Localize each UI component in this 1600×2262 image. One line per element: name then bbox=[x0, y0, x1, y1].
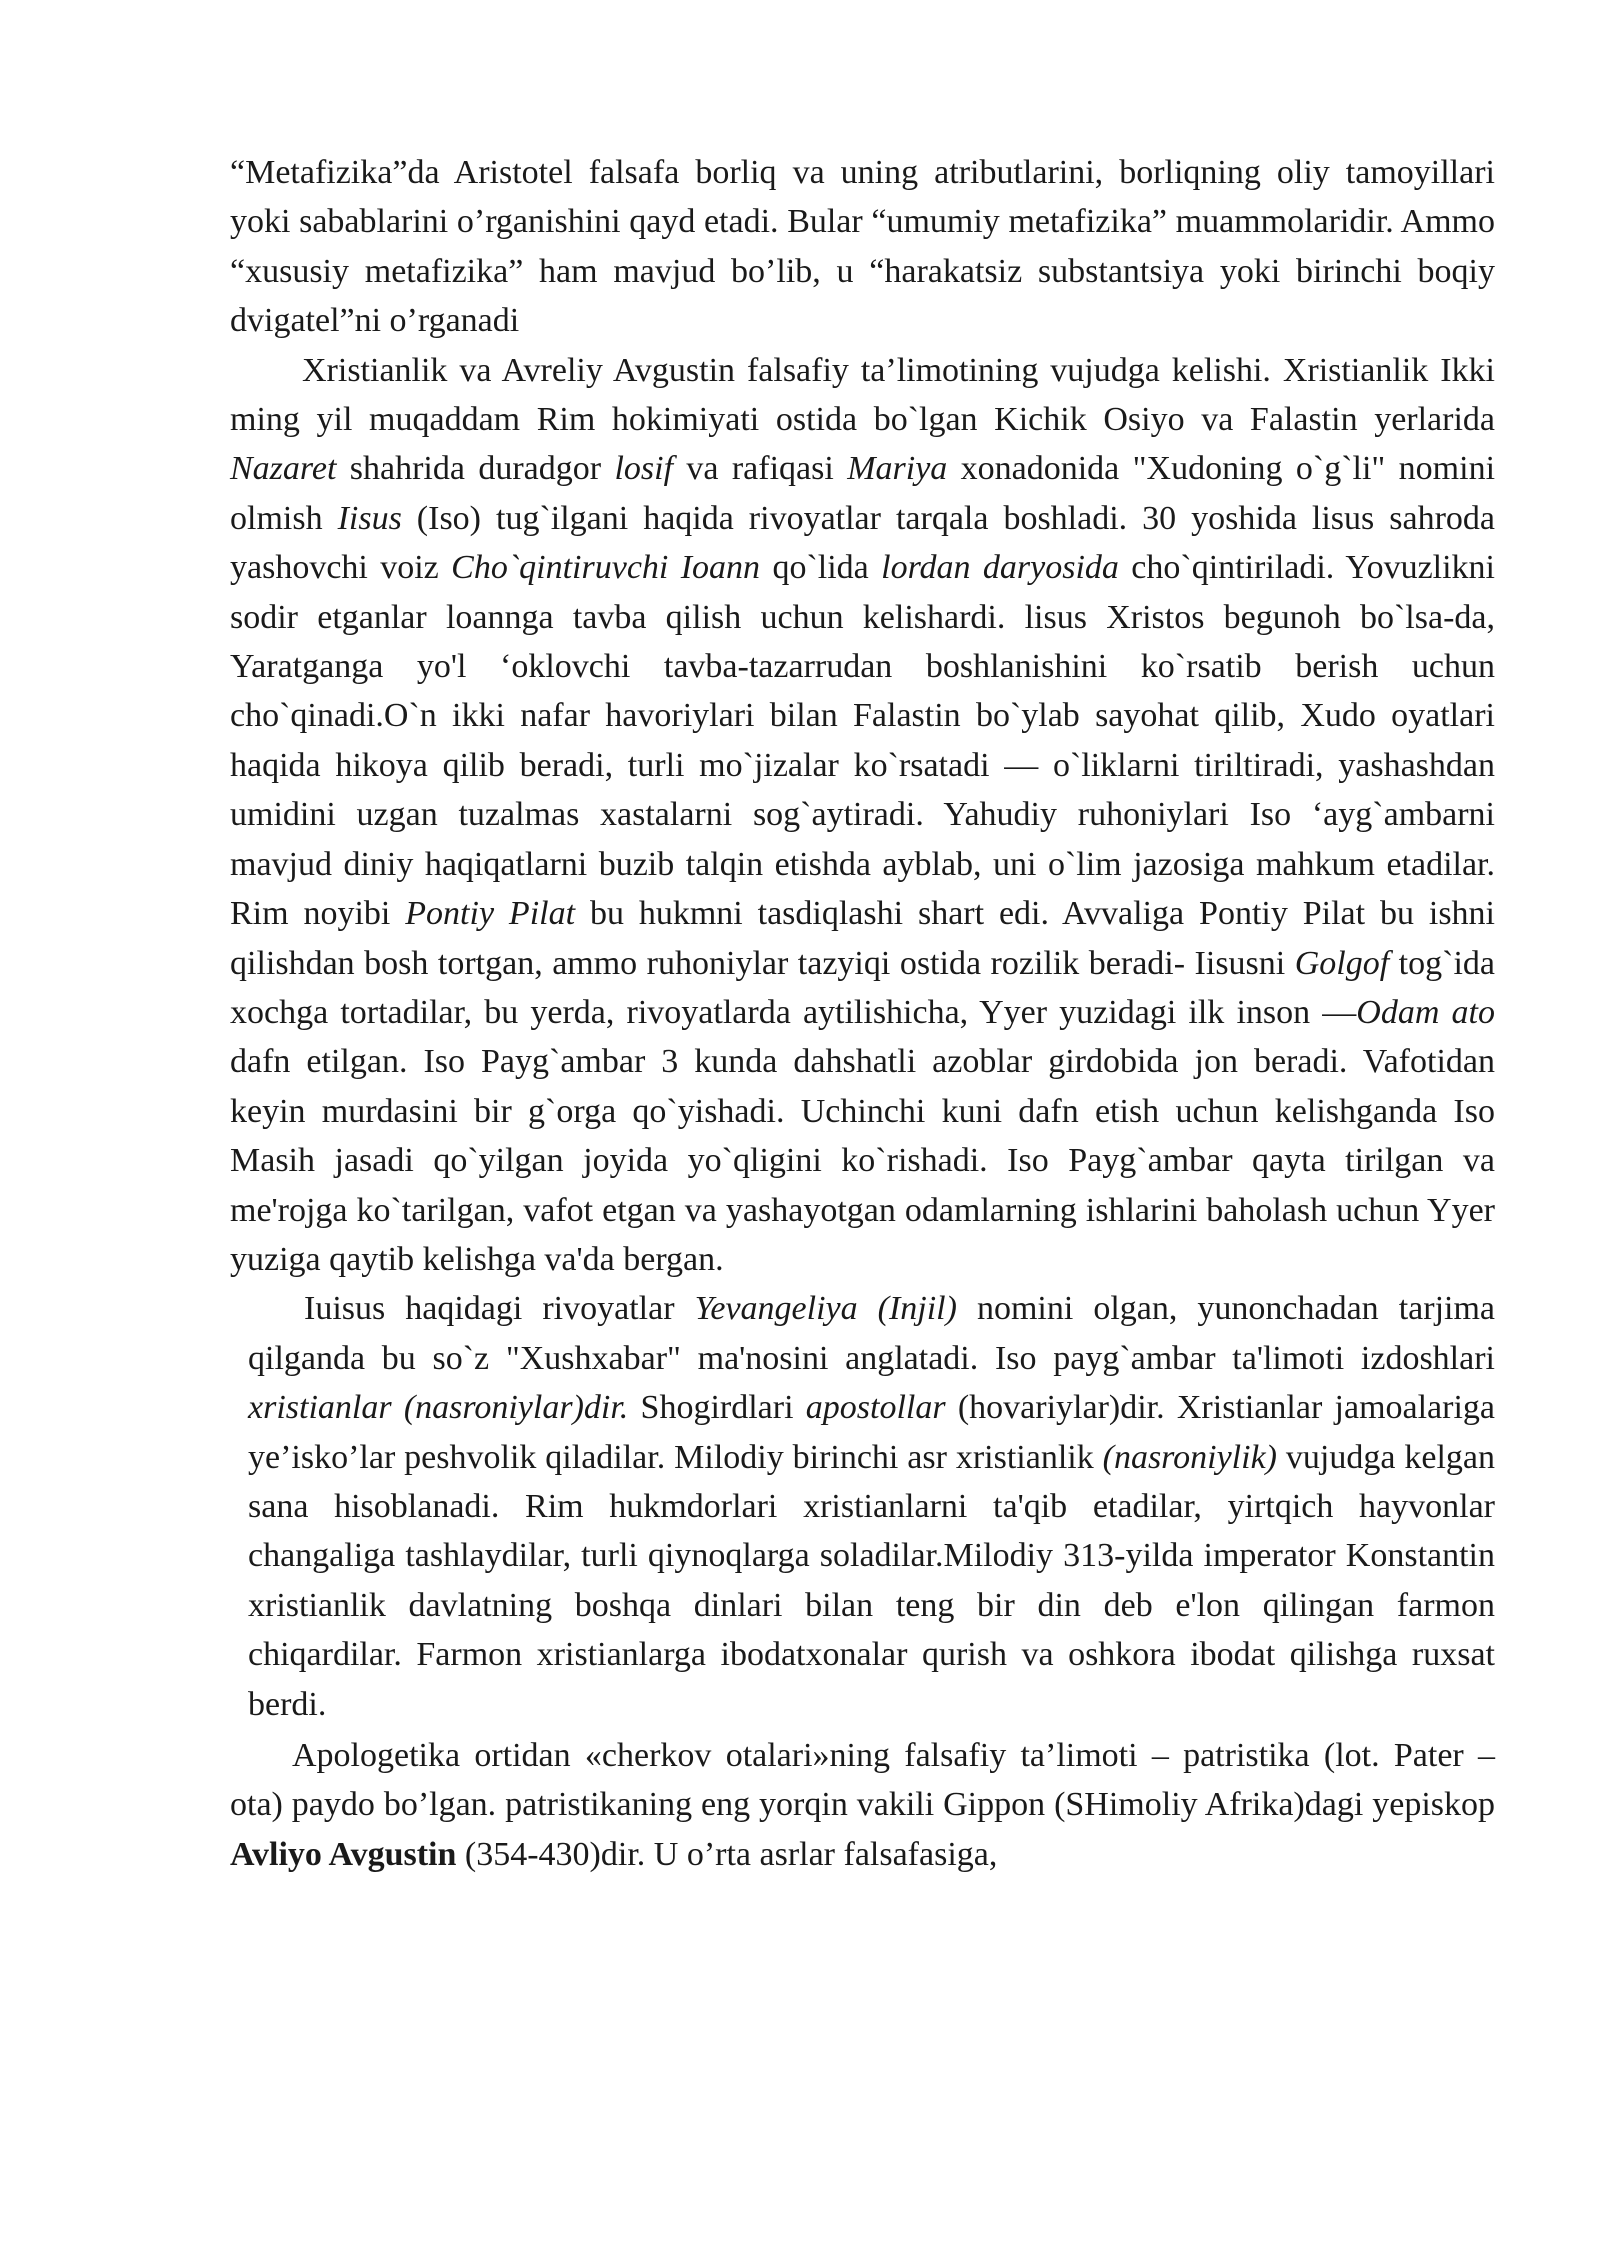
italic-text: losif bbox=[614, 450, 674, 488]
italic-text: Mariya bbox=[847, 450, 948, 488]
text-run: cho`qintiriladi. Yovuzlikni sodir etganlar loannga tavba qilish uchun kelishardi. lisus Xristos begunoh bo`lsa-da, Yaratganga yo'l ‘oklovchi tavba-tazarrudan boshlanishini ko`rsatib berish uchun cho`qinadi.O`n ikki nafar havoriylari bilan Falastin bo`ylab sayohat qilib, Xudo oyatlari haqida hikoya qilib beradi, turli mo`jizalar ko`rsatadi — o`liklarni tiriltiradi, yashashdan umidini uzgan tuzalmas xastalarni sog`aytiradi. Yahudiy ruhoniylari Iso ‘ayg`ambarni mavjud diniy haqiqatlarni buzib talqin etishda ayblab, uni o`lim jazosiga mahkum etadilar. Rim noyibi bbox=[230, 549, 1495, 933]
text-run: nomini olgan, yunonchadan tarjima qilganda bu so`z "Xushxabar" ma'nosini anglatadi. Iso payg`ambar ta'limoti izdoshlari bbox=[248, 1290, 1495, 1377]
italic-text: Pontiy Pilat bbox=[405, 895, 576, 933]
document-page bbox=[230, 148, 1495, 1879]
italic-text: apostollar bbox=[805, 1389, 946, 1427]
italic-text: Odam ato bbox=[1356, 993, 1496, 1031]
text-run: va rafiqasi bbox=[673, 450, 848, 488]
text-run: vujudga kelgan sana hisoblanadi. Rim hukmdorlari xristianlarni ta'qib etadilar, yirtqich hayvonlar changaliga tashlaydilar, turli qiynoqlarga soladilar.Milodiy 313-yilda imperator Konstantin xristianlik davlatning boshqa dinlari bilan teng bir din deb e'lon qilingan farmon chiqardilar. Farmon xristianlarga ibodatxonalar qurish va oshkora ibodat qilishga ruxsat berdi. bbox=[248, 1438, 1495, 1723]
bold-text: Avliyo Avgustin bbox=[230, 1835, 457, 1873]
text-run: “Metafizika”da Aristotel falsafa borliq va uning atributlarini, borliqning oliy tamoyillari yoki sabablarini o’rganishini qayd etadi. Bular “umumiy metafizika” muammolaridir. Ammo “xususiy metafizika” ham mavjud bo’lib, u “harakatsiz substantsiya yoki birinchi boqiy dvigatel”ni o’rganadi bbox=[230, 154, 1495, 340]
italic-text: Yevangeliya (Injil) bbox=[694, 1290, 957, 1328]
text-run: dafn etilgan. Iso Payg`ambar 3 kunda dahshatli azoblar girdobida jon beradi. Vafotidan keyin murdasini bir g`orga qo`yishadi. Uchinchi kuni dafn etish uchun kelishganda Iso Masih jasadi qo`yilgan joyida yo`qligini ko`rishadi. Iso Payg`ambar qayta tirilgan va me'rojga ko`tarilgan, vafot etgan va yashayotgan odamlarning ishlarini baholash uchun Yyer yuziga qaytib kelishga va'da bergan. bbox=[230, 1043, 1495, 1278]
italic-text: Nazaret bbox=[230, 450, 337, 488]
paragraph-injil bbox=[248, 1284, 1495, 1729]
text-run: Iuisus haqidagi rivoyatlar bbox=[304, 1290, 695, 1328]
text-run: bu hukmni tasdiqlashi shart edi. Avvaliga Pontiy Pilat bu ishni qilishdan bosh tortgan, ammo ruhoniylar tazyiqi ostida rozilik beradi- Iisusni bbox=[230, 895, 1496, 982]
text-run: Xristianlik va Avreliy Avgustin falsafiy ta’limotining vujudga kelishi. Xristianlik Ikki ming yil muqaddam Rim hokimiyati ostida bo`lgan Kichik Osiyo va Falastin yerlarida bbox=[230, 351, 1495, 439]
text-run: xonadonida "Xudoning o`g`li" nomini olmish bbox=[230, 450, 1496, 537]
text-run: tog`ida xochga tortadilar, bu yerda, rivoyatlarda aytilishicha, Yyer yuzidagi ilk inson — bbox=[230, 944, 1495, 1031]
text-run: (Iso) tug`ilgani haqida rivoyatlar tarqala boshladi. 30 yoshida lisus sahroda yashovchi voiz bbox=[230, 499, 1495, 587]
italic-text: Cho`qintiruvchi Ioann bbox=[451, 549, 761, 587]
text-run: Shogirdlari bbox=[628, 1389, 806, 1427]
paragraph-xristianlik bbox=[230, 346, 1495, 1285]
text-run: shahrida duradgor bbox=[336, 450, 615, 488]
text-run: Apologetika ortidan «cherkov otalari»ning falsafiy ta’limoti – patristika (lot. Pater – ota) paydo bo’lgan. patristikaning eng yorqin vakili Gippon (SHimoliy Afrika)dagi yepiskop bbox=[230, 1737, 1495, 1824]
italic-text: Golgof bbox=[1294, 944, 1390, 982]
text-run: (hovariylar)dir. Xristianlar jamoalariga ye’isko’lar peshvolik qiladilar. Milodiy birinchi asr xristianlik bbox=[248, 1389, 1495, 1476]
paragraph-metafizika bbox=[230, 148, 1495, 346]
italic-text: lordan daryosida bbox=[881, 549, 1119, 587]
italic-text: Iisus bbox=[337, 499, 402, 537]
italic-text: xristianlar (nasroniylar)dir. bbox=[248, 1389, 629, 1427]
text-run: qo`lida bbox=[760, 549, 882, 587]
text-run: (354-430)dir. U o’rta asrlar falsafasiga, bbox=[456, 1835, 998, 1873]
italic-text: (nasroniylik) bbox=[1102, 1438, 1277, 1476]
paragraph-patristika bbox=[230, 1731, 1495, 1879]
